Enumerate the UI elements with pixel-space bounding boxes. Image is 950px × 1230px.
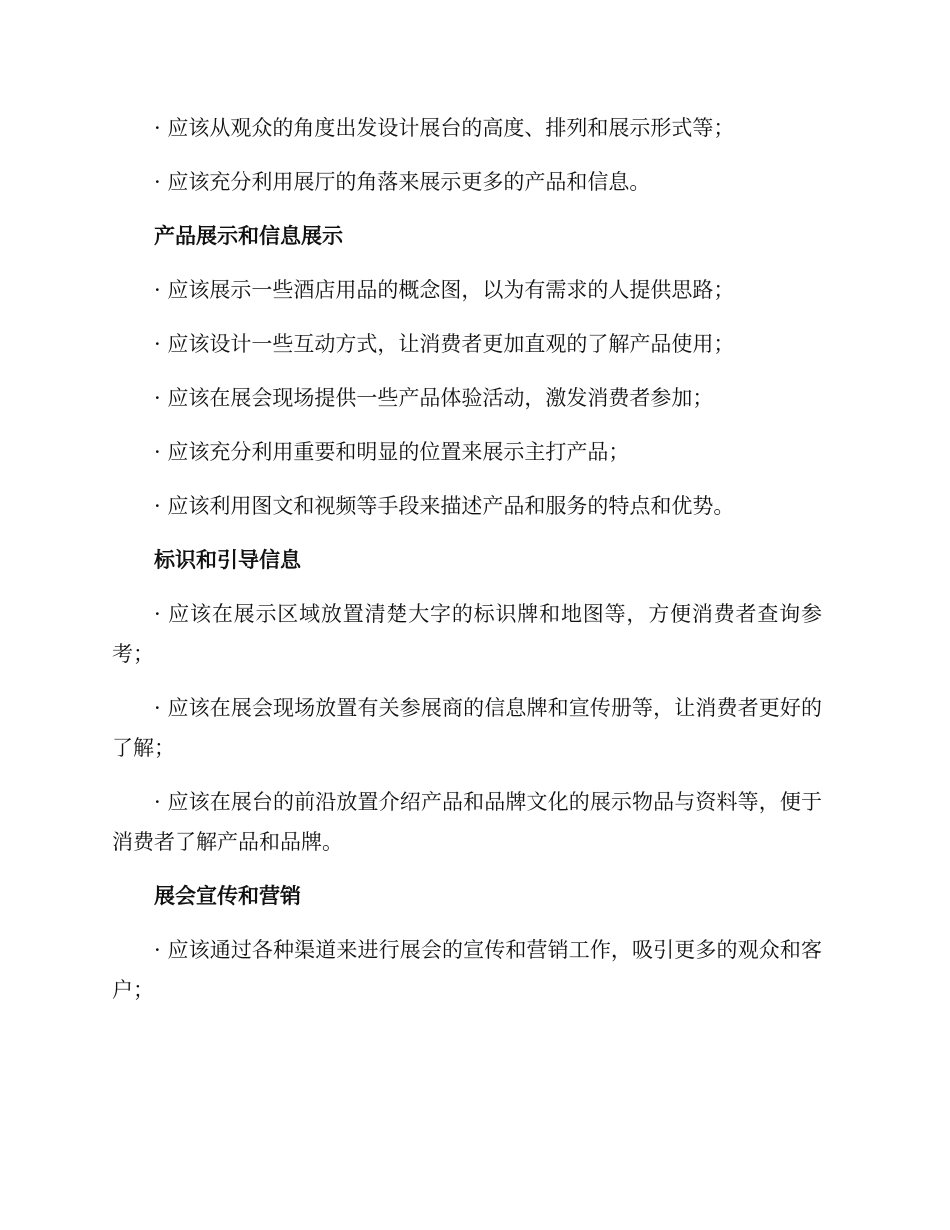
bullet-paragraph: · 应该充分利用展厅的角落来展示更多的产品和信息。 [154,170,651,194]
bullet-paragraph: · 应该在展会现场放置有关参展商的信息牌和宣传册等，让消费者更好的了解； [112,696,822,760]
bullet-paragraph: · 应该设计一些互动方式，让消费者更加直观的了解产品使用； [154,332,735,356]
bullet-paragraph: · 应该从观众的角度出发设计展台的高度、排列和展示形式等； [154,116,735,140]
bullet-paragraph: · 应该通过各种渠道来进行展会的宣传和营销工作，吸引更多的观众和客户； [112,938,822,1002]
bullet-paragraph: · 应该在展示区域放置清楚大字的标识牌和地图等，方便消费者查询参考； [112,602,822,666]
section-heading: 展会宣传和营销 [154,883,301,908]
bullet-paragraph: · 应该在展会现场提供一些产品体验活动，激发消费者参加； [154,386,714,410]
section-heading: 标识和引导信息 [154,547,301,572]
bullet-paragraph: · 应该在展台的前沿放置介绍产品和品牌文化的展示物品与资料等，便于消费者了解产品和品牌。 [112,790,822,854]
bullet-paragraph: · 应该充分利用重要和明显的位置来展示主打产品； [154,440,630,464]
bullet-paragraph: · 应该利用图文和视频等手段来描述产品和服务的特点和优势。 [154,494,735,518]
bullet-paragraph: · 应该展示一些酒店用品的概念图，以为有需求的人提供思路； [154,278,735,302]
section-heading: 产品展示和信息展示 [154,223,343,248]
